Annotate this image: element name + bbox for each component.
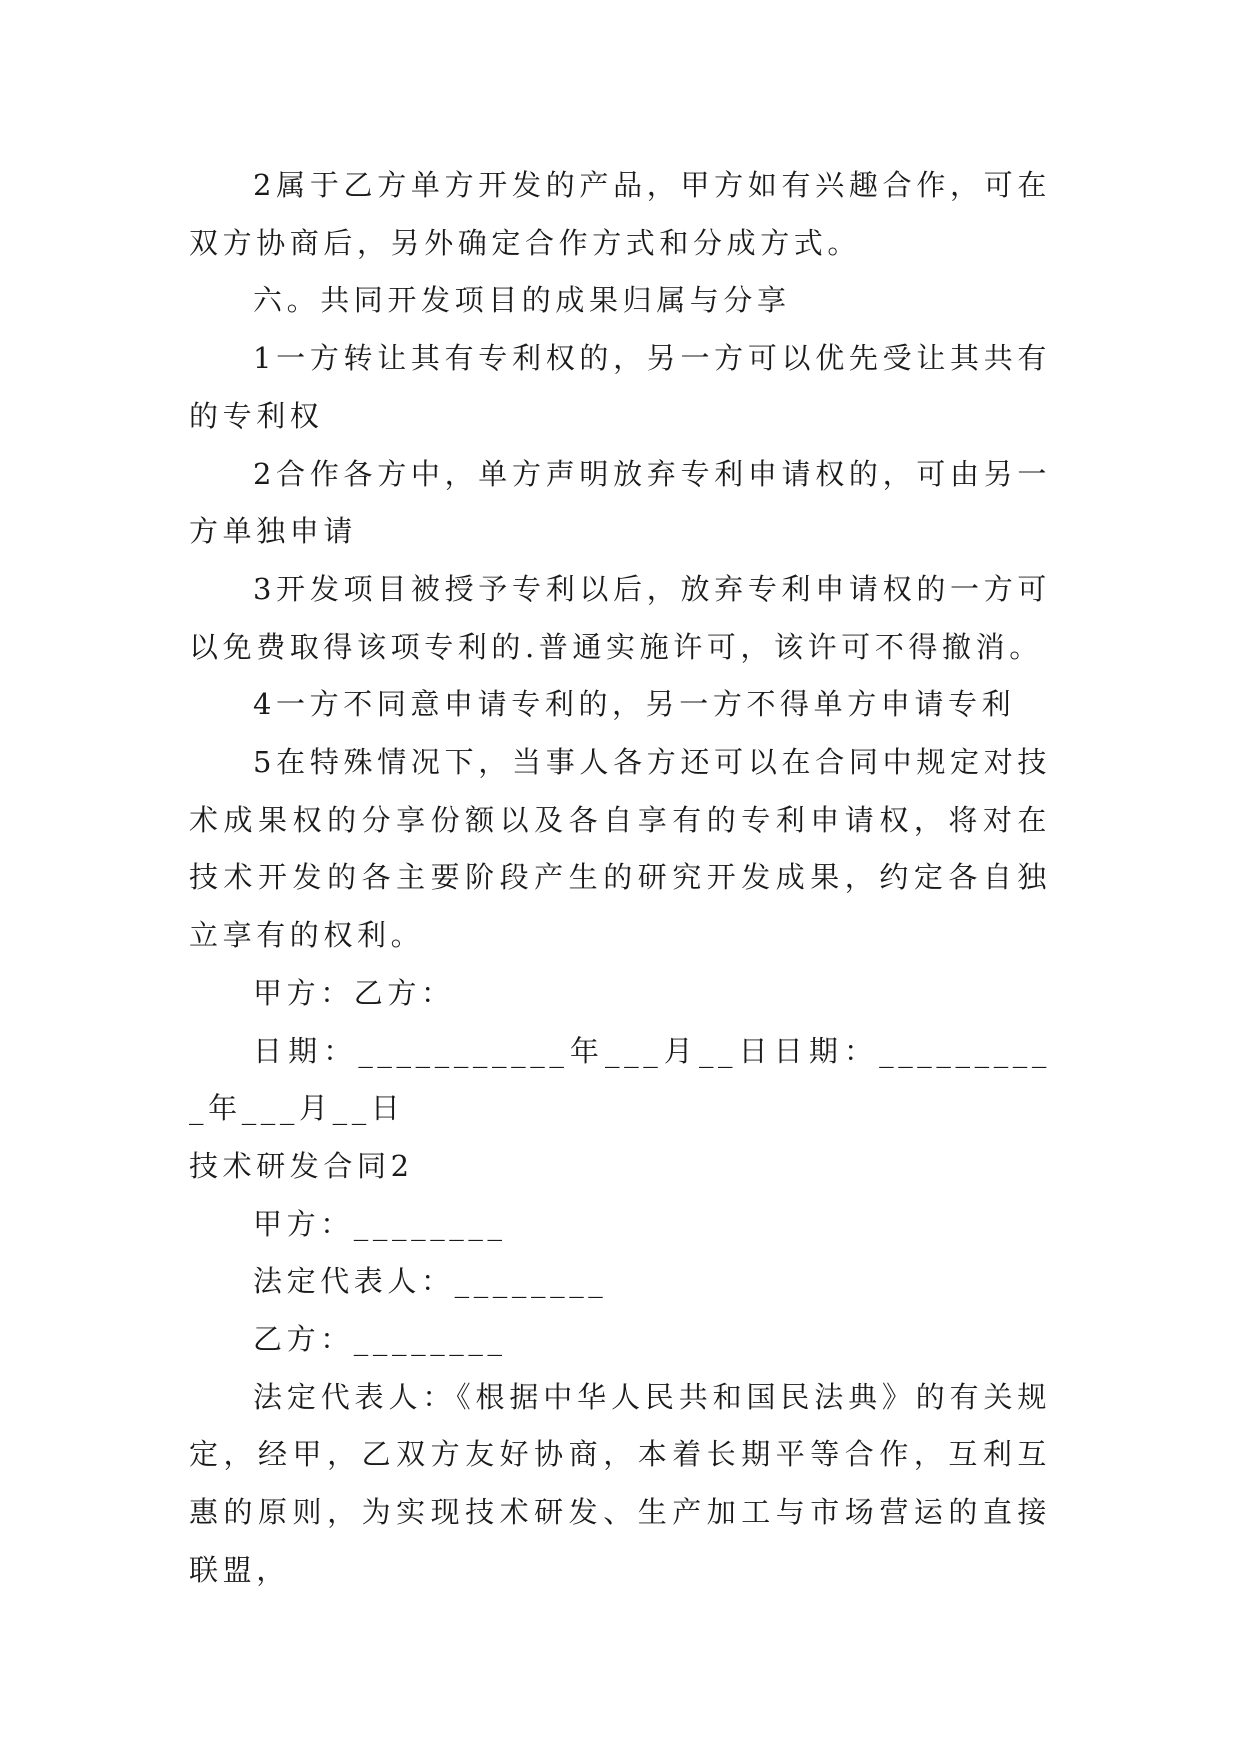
- paragraph-2-waiver: 2合作各方中，单方声明放弃专利申请权的，可由另一方单独申请: [189, 456, 1051, 549]
- paragraph-2-own-product: 2属于乙方单方开发的产品，甲方如有兴趣合作，可在双方协商后，另外确定合作方式和分成方式。: [189, 168, 1051, 260]
- paragraph-preamble: 法定代表人：《根据中华人民共和国民法典》的有关规定，经甲，乙双方友好协商，本着长期平等合作，互利互惠的原则，为实现技术研发、生产加工与市场营运的直接联盟，: [189, 1379, 1051, 1587]
- paragraph-3-license: 3开发项目被授予专利以后，放弃专利申请权的一方可以免费取得该项专利的.普通实施许可，该许可不得撤消。: [189, 571, 1051, 664]
- party-a-representative-field: 法定代表人：________: [253, 1264, 608, 1299]
- section-heading-6: 六。共同开发项目的成果归属与分享: [253, 283, 791, 318]
- paragraph-5-special: 5在特殊情况下，当事人各方还可以在合同中规定对技术成果权的分享份额以及各自享有的专利申请权，将对在技术开发的各主要阶段产生的研究开发成果，约定各自独立享有的权利。: [189, 745, 1051, 953]
- paragraph-4-disagree: 4一方不同意申请专利的，另一方不得单方申请专利: [253, 687, 1016, 722]
- party-a-field: 甲方：________: [253, 1206, 507, 1241]
- contract-title-2: 技术研发合同2: [189, 1148, 414, 1183]
- paragraph-1-transfer: 1一方转让其有专利权的，另一方可以优先受让其共有的专利权: [189, 341, 1051, 433]
- party-b-field: 乙方：________: [253, 1322, 507, 1357]
- document-body: [189, 157, 1051, 1600]
- signature-dates: 日期：___________年___月__日日期：__________年___月__日: [189, 1033, 1051, 1126]
- signature-parties: 甲方：乙方：: [253, 975, 455, 1010]
